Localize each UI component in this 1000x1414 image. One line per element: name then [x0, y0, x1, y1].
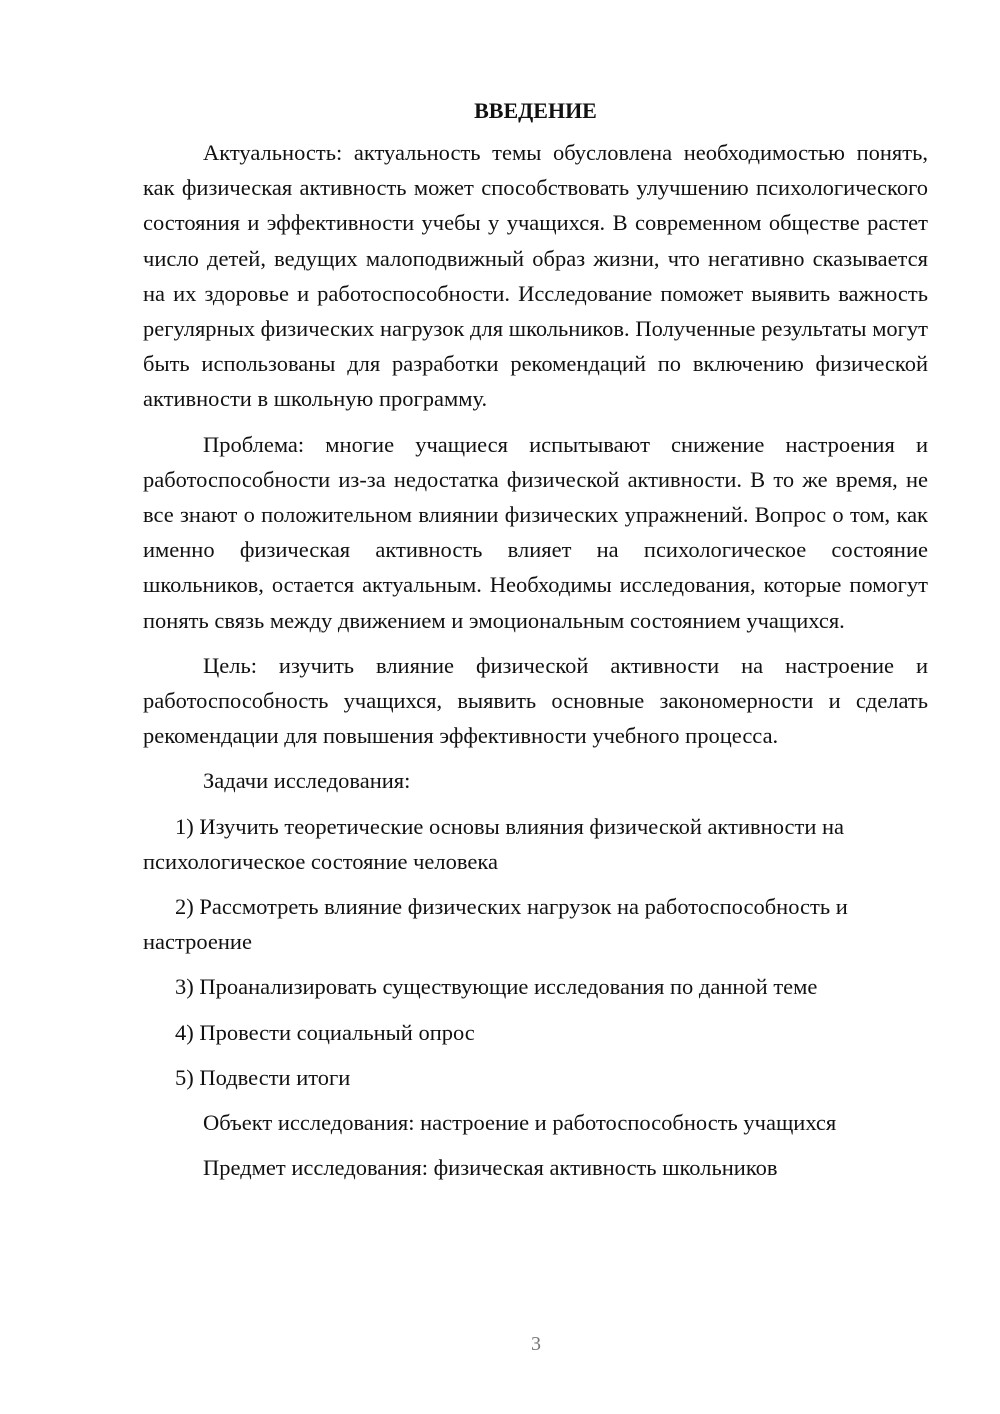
research-subject: Предмет исследования: физическая активность школьников: [203, 1155, 778, 1181]
paragraph-relevance: Актуальность: актуальность темы обусловлена необходимостью понять, как физическая активность может способствовать улучшению психологического состояния и эффективности учебы у учащихся. В современном обществе растет число детей, ведущих малоподвижный образ жизни, что негативно сказывается на их здоровье и работоспособности. Исследование поможет выявить важность регулярных физических нагрузок для школьников. Полученные результаты могут быть использованы для разработки рекомендаций по включению физической активности в школьную программу.: [143, 140, 928, 412]
tasks-heading: Задачи исследования:: [203, 768, 411, 794]
paragraph-goal: Цель: изучить влияние физической активности на настроение и работоспособность учащихся, выявить основные закономерности и сделать рекомендации для повышения эффективности учебного процесса.: [143, 652, 928, 749]
research-object: Объект исследования: настроение и работоспособность учащихся: [203, 1110, 837, 1136]
task-item-4: 4) Провести социальный опрос: [175, 1019, 475, 1045]
task-item-2: 2) Рассмотреть влияние физических нагрузок на работоспособность и настроение: [143, 894, 848, 955]
page-number: 3: [531, 1333, 541, 1355]
paragraph-problem: Проблема: многие учащиеся испытывают снижение настроения и работоспособности из-за недостатка физической активности. В то же время, не все знают о положительном влиянии физических упражнений. Вопрос о том, как именно физическая активность влияет на психологическое состояние школьников, остается актуальным. Необходимы исследования, которые помогут понять связь между движением и эмоциональным состоянием учащихся.: [143, 431, 928, 633]
page-title: ВВЕДЕНИЕ: [474, 98, 597, 123]
task-item-1: 1) Изучить теоретические основы влияния физической активности на психологическое состояние человека: [143, 813, 845, 874]
task-item-5: 5) Подвести итоги: [175, 1064, 351, 1090]
task-item-3: 3) Проанализировать существующие исследования по данной теме: [175, 974, 818, 1000]
document-body: [143, 96, 928, 1195]
